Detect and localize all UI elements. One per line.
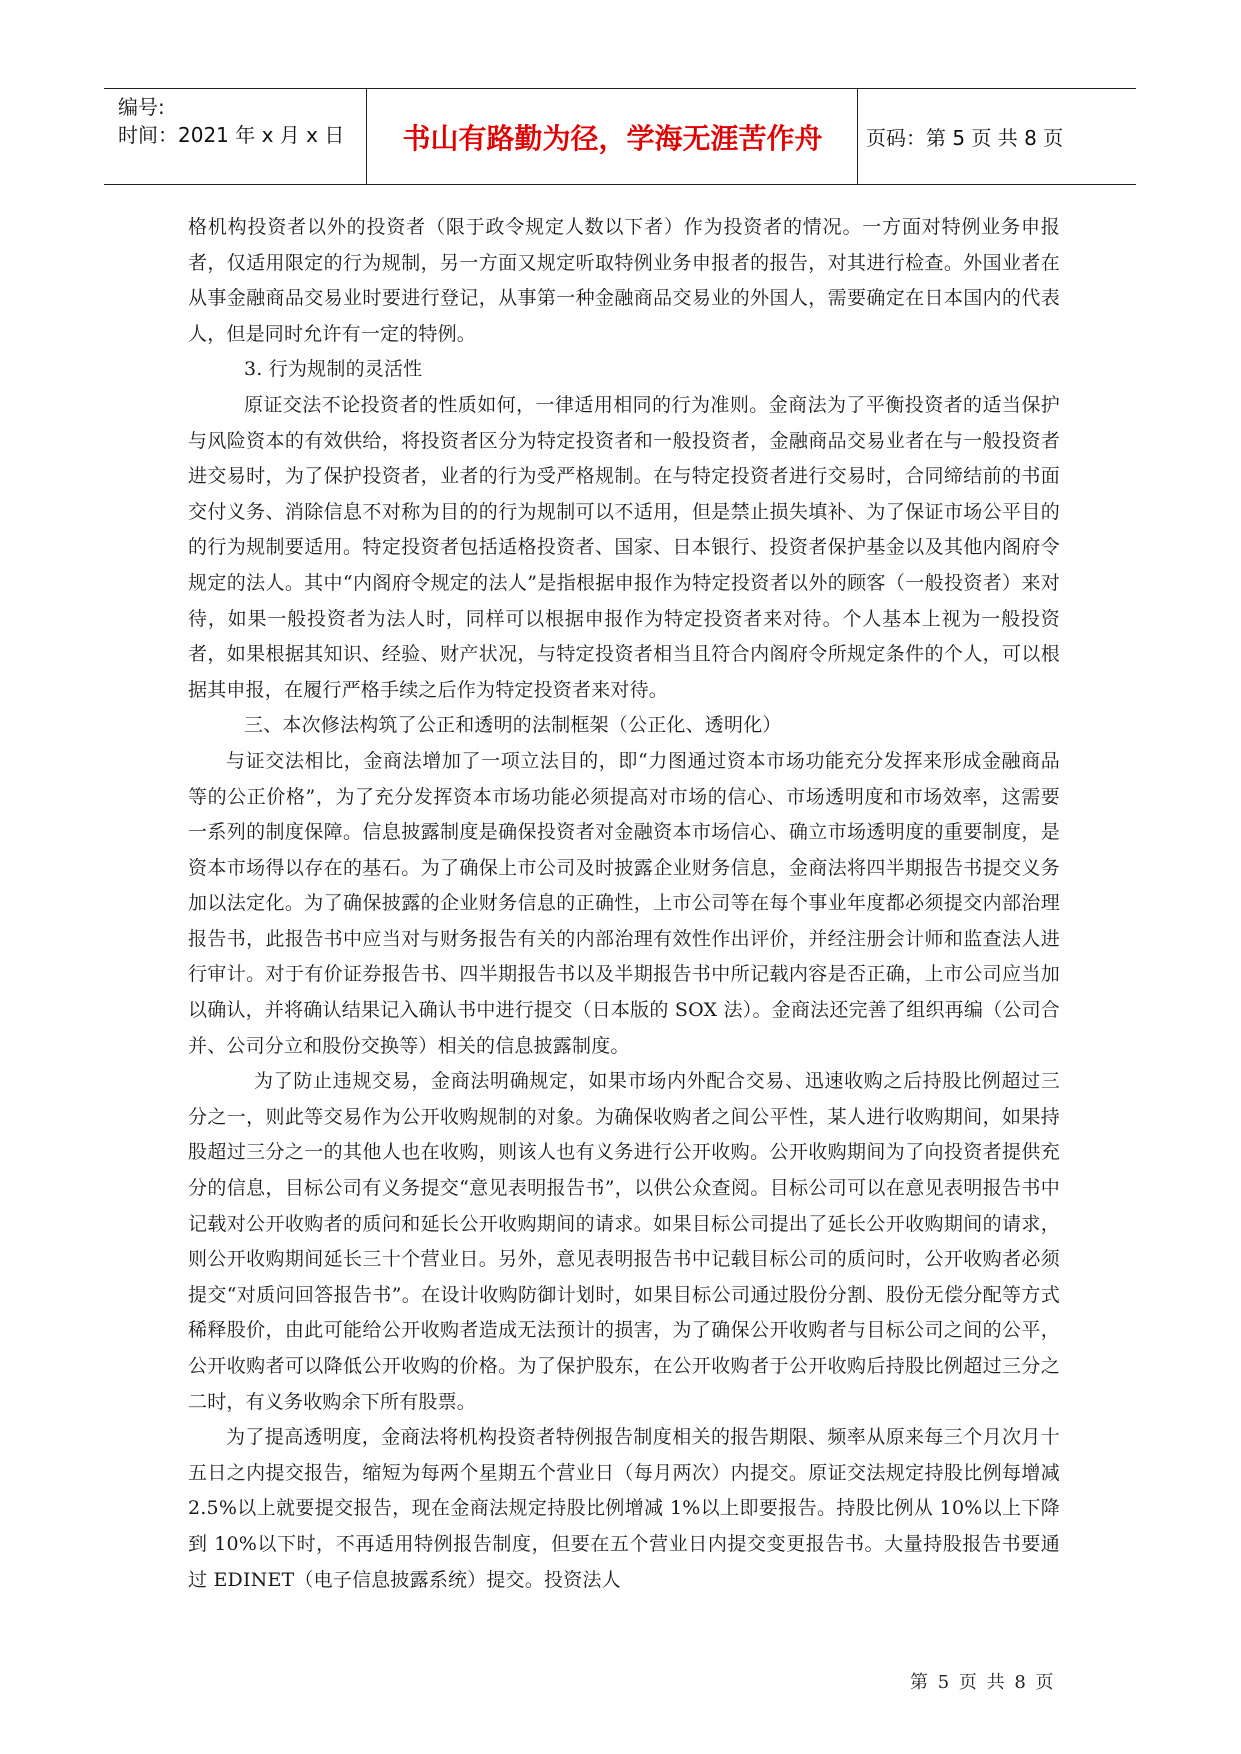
header-meta [118,93,366,149]
section-heading: 三、本次修法构筑了公正和透明的法制框架（公正化、透明化） [244,714,782,737]
body-paragraph: 格机构投资者以外的投资者（限于政令规定人数以下者）作为投资者的情况。一方面对特例业务申报者，仅适用限定的行为规制，另一方面又规定听取特例业务申报者的报告，对其进行检查。外国业者在从事金融商品交易业时要进行登记，从事第一种金融商品交易业的外国人，需要确定在日本国内的代表人，但是同时允许有一定的特例。 [188,216,1060,345]
document-number-label: 编号: [118,95,165,119]
body-paragraph: 原证交法不论投资者的性质如何，一律适用相同的行为准则。金商法为了平衡投资者的适当保护与风险资本的有效供给，将投资者区分为特定投资者和一般投资者，金融商品交易业者在与一般投资者进交易时，为了保护投资者，业者的行为受严格规制。在与特定投资者进行交易时，合同缔结前的书面交付义务、消除信息不对称为目的的行为规制可以不适用，但是禁止损失填补、为了保证市场公平目的的行为规制要适用。特定投资者包括适格投资者、国家、日本银行、投资者保护基金以及其他内阁府令规定的法人。其中“内阁府令规定的法人”是指根据申报作为特定投资者以外的顾客（一般投资者）来对待，如果一般投资者为法人时，同样可以根据申报作为特定投资者来对待。个人基本上视为一般投资者，如果根据其知识、经验、财产状况，与特定投资者相当且符合内阁府令所规定条件的个人，可以根据其申报，在履行严格手续之后作为特定投资者来对待。 [188,393,1060,701]
body-paragraph: 为了防止违规交易，金商法明确规定，如果市场内外配合交易、迅速收购之后持股比例超过三分之一，则此等交易作为公开收购规制的对象。为确保收购者之间公平性，某人进行收购期间，如果持股超过三分之一的其他人也在收购，则该人也有义务进行公开收购。公开收购期间为了向投资者提供充分的信息，目标公司有义务提交“意见表明报告书”，以供公众查阅。目标公司可以在意见表明报告书中记载对公开收购者的质问和延长公开收购期间的请求。如果目标公司提出了延长公开收购期间的请求，则公开收购期间延长三十个营业日。另外，意见表明报告书中记载目标公司的质问时，公开收购者必须提交“对质问回答报告书”。在设计收购防御计划时，如果目标公司通过股份分割、股份无偿分配等方式稀释股价，由此可能给公开收购者造成无法预计的损害，为了确保公开收购者与目标公司之间的公平，公开收购者可以降低公开收购的价格。为了保护股东，在公开收购者于公开收购后持股比例超过三分之二时，有义务收购余下所有股票。 [188,1070,1060,1413]
header-page-number: 页码：第 5 页 共 8 页 [866,126,1064,150]
page-footer: 第 5 页 共 8 页 [910,1672,1054,1693]
section-heading: 3. 行为规制的灵活性 [244,358,423,381]
body-paragraph: 为了提高透明度，金商法将机构投资者特例报告制度相关的报告期限、频率从原来每三个月次月十五日之内提交报告，缩短为每两个星期五个营业日（每月两次）内提交。原证交法规定持股比例每增减 2.5%以上就要提交报告，现在金商法规定持股比例增减 1%以上即要报告。持股比例从 10%以上下降到 10%以下时，不再适用特例报告制度，但要在五个营业日内提交变更报告书。大量持股报告书要通过 EDINET（电子信息披露系统）提交。投资法人 [188,1426,1060,1591]
body-paragraph: 与证交法相比，金商法增加了一项立法目的，即“力图通过资本市场功能充分发挥来形成金融商品等的公正价格”，为了充分发挥资本市场功能必须提高对市场的信心、市场透明度和市场效率，这需要一系列的制度保障。信息披露制度是确保投资者对金融资本市场信心、确立市场透明度的重要制度，是资本市场得以存在的基石。为了确保上市公司及时披露企业财务信息，金商法将四半期报告书提交义务加以法定化。为了确保披露的企业财务信息的正确性，上市公司等在每个事业年度都必须提交内部治理报告书，此报告书中应当对与财务报告有关的内部治理有效性作出评价，并经注册会计师和监查法人进行审计。对于有价证券报告书、四半期报告书以及半期报告书中所记载内容是否正确，上市公司应当加以确认，并将确认结果记入确认书中进行提交（日本版的 SOX 法）。金商法还完善了组织再编（公司合并、公司分立和股份交换等）相关的信息披露制度。 [188,749,1060,1057]
header-divider [366,89,367,184]
page-header [104,88,1136,185]
header-motto: 书山有路勤为径，学海无涯苦作舟 [402,121,823,155]
document-body [188,210,1060,1598]
document-time-label: 时间：2021 年 x 月 x 日 [118,123,345,147]
header-divider [857,89,858,184]
